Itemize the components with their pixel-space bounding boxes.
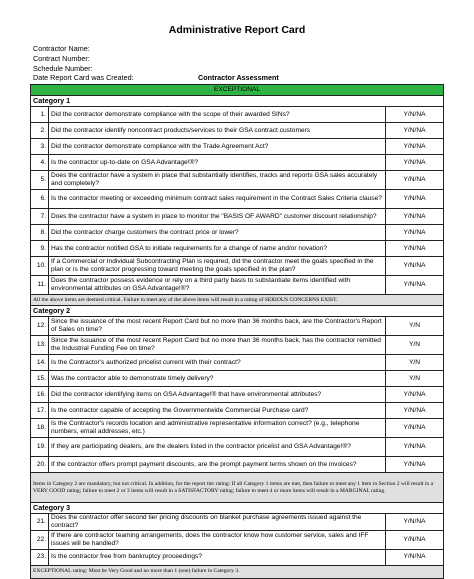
question-number: 9. [31, 241, 49, 257]
question-text: Since the issuance of the most recent Report Card but no more than 36 months back, has the contractor remitted the Industrial Funding Fee on time? [49, 336, 386, 355]
question-row [31, 139, 444, 155]
answer-options: Y/N/NA [386, 107, 444, 123]
question-row [31, 107, 444, 123]
question-number: 4. [31, 155, 49, 171]
question-number: 12. [31, 317, 49, 336]
contract-number-label: Contract Number: [33, 54, 90, 63]
question-row [31, 209, 444, 225]
question-row [31, 241, 444, 257]
answer-options: Y/N/NA [386, 139, 444, 155]
question-row [31, 155, 444, 171]
question-row [31, 257, 444, 276]
answer-options: Y/N/NA [386, 123, 444, 139]
question-text: If they are participating dealers, are the dealers listed in the contractor pricelist and GSA Advantage!®? [49, 438, 386, 457]
question-row [31, 336, 444, 355]
category-note: EXCEPTIONAL rating: Must be Very Good and no more than 1 (one) failure in Category 3. [31, 565, 444, 578]
question-row [31, 419, 444, 438]
question-text: Has the contractor notified GSA to initiate requirements for a change of name and/or novation? [49, 241, 386, 257]
question-row [31, 276, 444, 295]
question-number: 20. [31, 457, 49, 473]
category-note: All the above items are deemed critical. Failure to meet any of the above items will result in a rating of SERIOUS CONCERNS EXIST. [31, 295, 444, 306]
answer-options: Y/N [386, 355, 444, 371]
question-number: 5. [31, 171, 49, 190]
question-text: Does the contractor have a system in place to monitor the "BASIS OF AWARD" customer discount relationship? [49, 209, 386, 225]
rating-band: EXCEPTIONAL [31, 85, 444, 96]
answer-options: Y/N/NA [386, 514, 444, 531]
answer-options: Y/N/NA [386, 241, 444, 257]
question-row [31, 457, 444, 473]
question-number: 18. [31, 419, 49, 438]
category-note: Items in Category 2 are mandatory, but not critical. In addition, for the report tier rating: If all Category 1 items are met, then failure to meet any 1 item in Section 2 will result in a VERY GOOD rating; failure to meet 2 or 3 items will result in a SATISFACTORY rating; failure to meet 4 or more items will result in a MARGINAL rating. [31, 473, 444, 503]
question-text: If there are contractor teaming arrangements, does the contractor know how customer service, sales and IFF issues will be handled? [49, 530, 386, 549]
schedule-number-label: Schedule Number: [33, 64, 93, 73]
question-text: Did the contractor charge customers the contract price or lower? [49, 225, 386, 241]
question-text: Is the contractor capable of accepting the Governmentwide Commercial Purchase card? [49, 403, 386, 419]
question-row [31, 171, 444, 190]
question-text: If the contractor offers prompt payment discounts, are the prompt payment terms shown on the invoices? [49, 457, 386, 473]
question-text: If a Commercial or Individual Subcontracting Plan is required, did the contractor meet the goals specified in the plan or is the contractor progressing toward meeting the goals specified in the plan? [49, 257, 386, 276]
question-number: 7. [31, 209, 49, 225]
question-row [31, 387, 444, 403]
assessment-title: Contractor Assessment [198, 73, 279, 82]
question-number: 17. [31, 403, 49, 419]
question-row [31, 355, 444, 371]
question-row [31, 530, 444, 549]
question-number: 22. [31, 530, 49, 549]
question-number: 11. [31, 276, 49, 295]
answer-options: Y/N/NA [386, 155, 444, 171]
question-text: Did the contractor identify noncontract products/services to their GSA contract customers [49, 123, 386, 139]
question-text: Does the contractor offer second tier pricing discounts on blanket purchase agreements issued against the contract? [49, 514, 386, 531]
answer-options: Y/N/NA [386, 387, 444, 403]
question-row [31, 225, 444, 241]
question-text: Is the Contractor's authorized pricelist current with their contract? [49, 355, 386, 371]
assessment-table [30, 84, 444, 579]
question-number: 14. [31, 355, 49, 371]
question-text: Is the Contractor's records location and administrative representative information correct? (e.g., telephone numbers, email addresses, etc.) [49, 419, 386, 438]
question-number: 15. [31, 371, 49, 387]
answer-options: Y/N/NA [386, 257, 444, 276]
question-number: 21. [31, 514, 49, 531]
date-created-label: Date Report Card was Created: [33, 73, 134, 82]
question-number: 1. [31, 107, 49, 123]
question-text: Did the contractor demonstrate compliance with the scope of their awarded SINs? [49, 107, 386, 123]
question-text: Did the contractor identifying items on GSA Advantage!® that have environmental attributes? [49, 387, 386, 403]
answer-options: Y/N/NA [386, 209, 444, 225]
question-row [31, 123, 444, 139]
question-text: Is the contractor up-to-date on GSA Advantage!®? [49, 155, 386, 171]
answer-options: Y/N/NA [386, 419, 444, 438]
question-text: Since the issuance of the most recent Report Card but no more than 36 months back, are the Contractor's Report of Sales on time? [49, 317, 386, 336]
question-number: 8. [31, 225, 49, 241]
question-row [31, 514, 444, 531]
question-row [31, 549, 444, 565]
question-number: 13. [31, 336, 49, 355]
question-row [31, 317, 444, 336]
question-number: 10. [31, 257, 49, 276]
answer-options: Y/N/NA [386, 190, 444, 209]
question-row [31, 403, 444, 419]
question-number: 6. [31, 190, 49, 209]
answer-options: Y/N/NA [386, 457, 444, 473]
category-header: Category 3 [31, 503, 444, 514]
answer-options: Y/N/NA [386, 438, 444, 457]
question-text: Does the contractor have a system in place that substantially identifies, tracks and reports GSA sales accurately and completely? [49, 171, 386, 190]
question-row [31, 371, 444, 387]
category-header: Category 2 [31, 306, 444, 317]
answer-options: Y/N [386, 317, 444, 336]
question-number: 16. [31, 387, 49, 403]
document-title: Administrative Report Card [168, 24, 306, 36]
answer-options: Y/N/NA [386, 549, 444, 565]
question-text: Is the contractor meeting or exceeding minimum contract sales requirement in the Contract Sales Criteria clause? [49, 190, 386, 209]
question-number: 19. [31, 438, 49, 457]
category-header: Category 1 [31, 96, 444, 107]
answer-options: Y/N/NA [386, 171, 444, 190]
question-text: Was the contractor able to demonstrate timely delivery? [49, 371, 386, 387]
answer-options: Y/N [386, 336, 444, 355]
question-number: 23. [31, 549, 49, 565]
question-text: Does the contractor possess evidence or rely on a third party basis to substantiate items identified with environmental attributes on GSA Advantage!®? [49, 276, 386, 295]
answer-options: Y/N/NA [386, 530, 444, 549]
question-row [31, 190, 444, 209]
answer-options: Y/N/NA [386, 276, 444, 295]
answer-options: Y/N [386, 371, 444, 387]
question-number: 3. [31, 139, 49, 155]
question-text: Did the contractor demonstrate compliance with the Trade Agreement Act? [49, 139, 386, 155]
answer-options: Y/N/NA [386, 403, 444, 419]
answer-options: Y/N/NA [386, 225, 444, 241]
contractor-name-label: Contractor Name: [33, 44, 90, 53]
question-row [31, 438, 444, 457]
question-text: Is the contractor free from bankruptcy proceedings? [49, 549, 386, 565]
question-number: 2. [31, 123, 49, 139]
